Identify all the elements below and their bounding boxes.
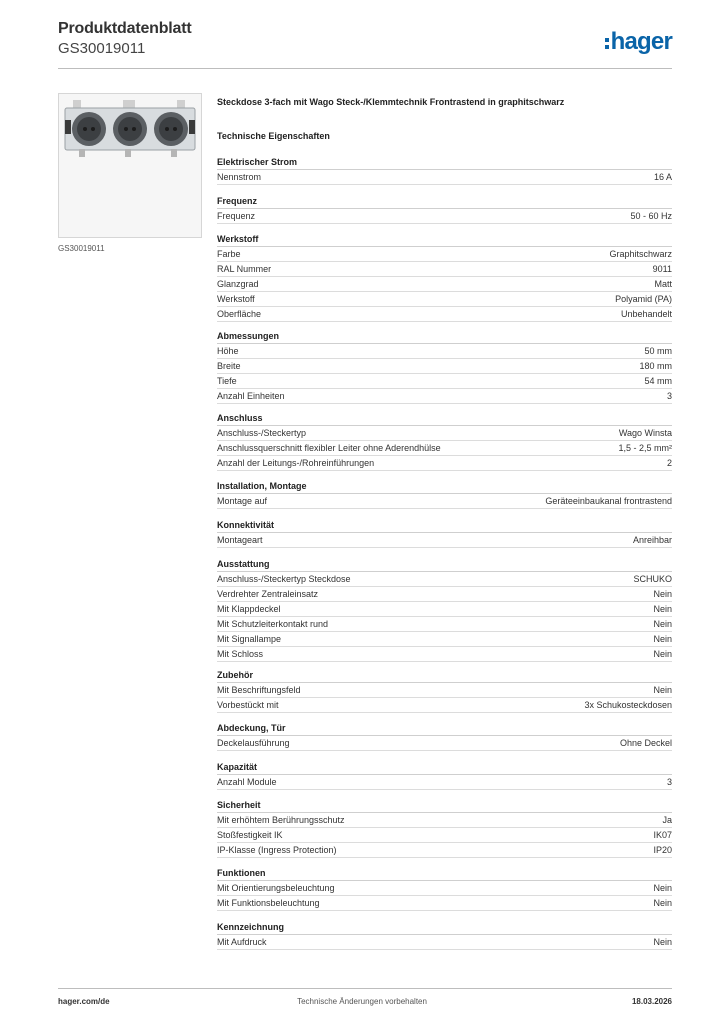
property-row [217,602,672,617]
section-title: Zubehör [217,668,672,683]
property-value: Nein [653,619,672,629]
property-section [217,798,672,858]
property-value: Matt [654,279,672,289]
property-row [217,494,672,509]
property-key: Höhe [217,346,239,356]
property-row [217,587,672,602]
header-divider [58,68,672,69]
property-section [217,329,672,404]
section-title: Kapazität [217,760,672,775]
property-row [217,828,672,843]
property-key: Glanzgrad [217,279,259,289]
logo-wordmark: hager [610,28,672,55]
property-value: Nein [653,937,672,947]
property-row [217,209,672,224]
product-description: Steckdose 3-fach mit Wago Steck-/Klemmtechnik Frontrastend in graphitschwarz [217,97,565,107]
property-row [217,572,672,587]
property-value: Nein [653,634,672,644]
property-row [217,647,672,662]
property-row [217,389,672,404]
property-value: 3x Schukosteckdosen [584,700,672,710]
property-row [217,935,672,950]
property-value: SCHUKO [633,574,672,584]
property-value: Nein [653,649,672,659]
property-value: Unbehandelt [620,309,672,319]
property-value: 2 [666,458,672,468]
property-key: Anzahl Einheiten [217,391,285,401]
property-row [217,170,672,185]
property-key: Mit Funktionsbeleuchtung [217,898,320,908]
property-value: Geräteeinbaukanal frontrastend [545,496,672,506]
property-key: Oberfläche [217,309,262,319]
property-key: Anzahl der Leitungs-/Rohreinführungen [217,458,375,468]
property-value: Nein [653,898,672,908]
product-image [58,93,202,238]
property-value: 1,5 - 2,5 mm² [618,443,672,453]
section-title: Konnektivität [217,518,672,533]
property-key: Anschluss-/Steckertyp [217,428,307,438]
property-section [217,760,672,790]
section-title: Abdeckung, Tür [217,721,672,736]
socket-product-icon [59,94,201,237]
property-section [217,232,672,322]
property-row [217,896,672,911]
article-number: GS30019011 [58,40,146,57]
property-row [217,843,672,858]
property-key: Montageart [217,535,263,545]
section-title: Installation, Montage [217,479,672,494]
property-row [217,359,672,374]
property-value: 50 - 60 Hz [630,211,672,221]
property-row [217,292,672,307]
property-section [217,518,672,548]
property-key: Mit Signallampe [217,634,282,644]
property-key: Anzahl Module [217,777,277,787]
property-section [217,411,672,471]
property-key: Mit Aufdruck [217,937,267,947]
property-row [217,533,672,548]
property-value: Nein [653,883,672,893]
property-section [217,557,672,662]
property-row [217,698,672,713]
property-key: Mit Klappdeckel [217,604,281,614]
footer-divider [58,988,672,989]
property-value: Polyamid (PA) [615,294,672,304]
section-title: Sicherheit [217,798,672,813]
property-section [217,721,672,751]
property-key: Mit Schutzleiterkontakt rund [217,619,329,629]
property-key: Tiefe [217,376,237,386]
property-value: 180 mm [639,361,672,371]
property-key: Breite [217,361,241,371]
property-value: 50 mm [644,346,672,356]
property-row [217,247,672,262]
property-section [217,479,672,509]
section-title: Frequenz [217,194,672,209]
property-key: Deckelausführung [217,738,290,748]
property-row [217,617,672,632]
section-title: Kennzeichnung [217,920,672,935]
property-row [217,813,672,828]
property-row [217,307,672,322]
property-value: Nein [653,589,672,599]
properties-heading: Technische Eigenschaften [217,131,330,141]
section-title: Werkstoff [217,232,672,247]
property-value: 16 A [653,172,672,182]
property-row [217,344,672,359]
property-key: Frequenz [217,211,256,221]
property-row [217,736,672,751]
page-title: Produktdatenblatt [58,20,192,37]
property-key: RAL Nummer [217,264,272,274]
property-value: Ohne Deckel [619,738,672,748]
footer-website-link[interactable]: hager.com/de [58,997,110,1006]
property-row [217,426,672,441]
property-key: Montage auf [217,496,268,506]
property-key: Stoßfestigkeit IK [217,830,283,840]
property-key: Nennstrom [217,172,262,182]
image-caption: GS30019011 [58,244,105,253]
property-section [217,866,672,911]
property-row [217,775,672,790]
property-row [217,632,672,647]
property-value: Graphitschwarz [609,249,672,259]
property-key: Mit Orientierungsbeleuchtung [217,883,335,893]
property-value: Wago Winsta [618,428,672,438]
property-value: Ja [662,815,672,825]
property-row [217,262,672,277]
property-key: Mit Beschriftungsfeld [217,685,301,695]
property-row [217,683,672,698]
property-row [217,374,672,389]
property-value: 9011 [652,264,672,274]
property-key: Anschlussquerschnitt flexibler Leiter ohne Aderendhülse [217,443,441,453]
property-value: IP20 [653,845,672,855]
property-row [217,456,672,471]
property-key: IP-Klasse (Ingress Protection) [217,845,337,855]
property-key: Mit erhöhtem Berührungsschutz [217,815,345,825]
property-key: Werkstoff [217,294,255,304]
section-title: Ausstattung [217,557,672,572]
section-title: Elektrischer Strom [217,155,672,170]
property-key: Anschluss-/Steckertyp Steckdose [217,574,351,584]
property-key: Verdrehter Zentraleinsatz [217,589,319,599]
property-key: Vorbestückt mit [217,700,279,710]
property-value: 3 [666,777,672,787]
hager-logo[interactable] [605,30,672,54]
section-title: Abmessungen [217,329,672,344]
property-section [217,668,672,713]
property-key: Farbe [217,249,241,259]
property-value: Nein [653,685,672,695]
property-value: Anreihbar [632,535,672,545]
property-section [217,920,672,950]
property-key: Mit Schloss [217,649,264,659]
property-row [217,881,672,896]
property-section [217,194,672,224]
footer-date: 18.03.2026 [631,997,672,1006]
logo-colon-icon [605,38,609,49]
property-value: IK07 [653,830,672,840]
property-value: Nein [653,604,672,614]
section-title: Funktionen [217,866,672,881]
property-row [217,277,672,292]
property-value: 54 mm [644,376,672,386]
property-row [217,441,672,456]
property-value: 3 [666,391,672,401]
section-title: Anschluss [217,411,672,426]
footer-notice: Technische Änderungen vorbehalten [297,997,427,1006]
property-section [217,155,672,185]
